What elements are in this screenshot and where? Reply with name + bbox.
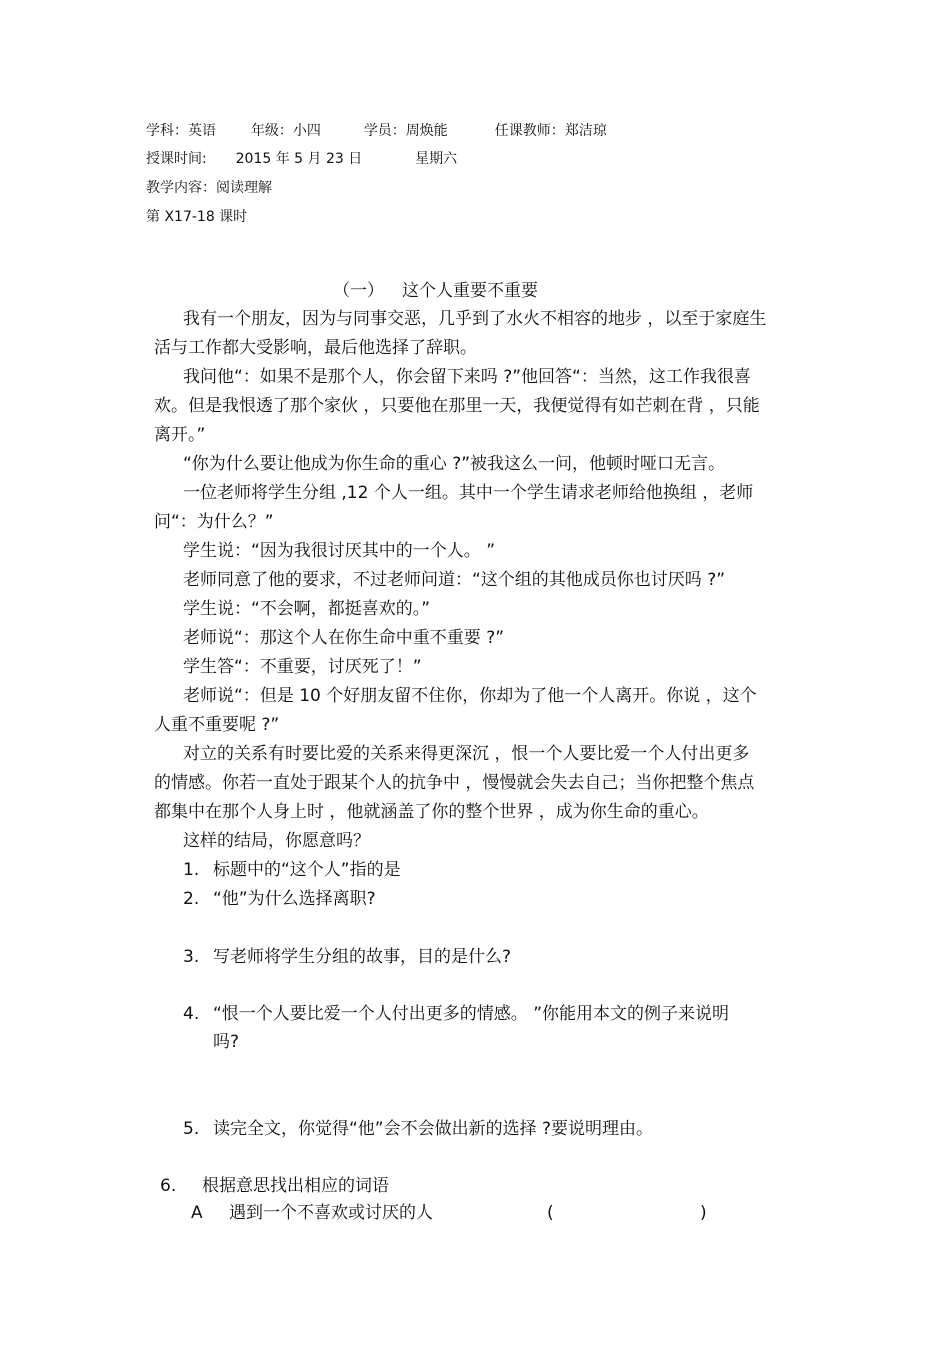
- passage-line: 问“：为什么？”: [154, 512, 274, 532]
- subject-label: 学科：英语: [146, 123, 216, 139]
- question-text: “他”为什么选择离职?: [213, 889, 376, 909]
- question-4: [183, 1003, 729, 1025]
- lesson-label: 第 X17-18 课时: [146, 209, 248, 225]
- content-label: 教学内容：阅读理解: [146, 180, 272, 196]
- question-text: 读完全文，你觉得“他”会不会做出新的选择 ?要说明理由。: [213, 1119, 654, 1139]
- header-line-3: [146, 179, 272, 197]
- passage-line: 我有一个朋友，因为与同事交恶，几乎到了水火不相容的地步 ，以至于家庭生: [183, 309, 767, 329]
- passage-line: 对立的关系有时要比爱的关系来得更深沉 ，恨一个人要比爱一个人付出更多: [183, 744, 750, 764]
- passage-line: 学生说：“因为我很讨厌其中的一个人。 ”: [183, 541, 496, 561]
- header-line-2: [146, 150, 457, 168]
- passage-line: 人重不重要呢 ?”: [154, 715, 280, 735]
- question-2: [183, 888, 376, 910]
- question-4-continued: [183, 1031, 239, 1053]
- question-number: 4.: [183, 1004, 200, 1024]
- passage-line: 学生说：“不会啊，都挺喜欢的。”: [183, 599, 431, 619]
- passage-line: 一位老师将学生分组 ,12 个人一组。其中一个学生请求老师给他换组 ，老师: [183, 483, 754, 503]
- question-3: [183, 946, 511, 968]
- question-number: 6.: [160, 1176, 177, 1196]
- passage-line: 欢。但是我恨透了那个家伙 ，只要他在那里一天，我便觉得有如芒刺在背 ，只能: [154, 396, 760, 416]
- question-number: 3.: [183, 947, 200, 967]
- question-6-item-a: [191, 1202, 433, 1224]
- question-text: “恨一个人要比爱一个人付出更多的情感。 ”你能用本文的例子来说明: [213, 1004, 730, 1024]
- time-label: 授课时间:: [146, 151, 207, 167]
- question-number: 5.: [183, 1119, 200, 1139]
- question-text: 遇到一个不喜欢或讨厌的人: [229, 1203, 433, 1223]
- question-number: 1.: [183, 860, 200, 880]
- question-text: 吗?: [213, 1032, 240, 1052]
- passage-line: “你为什么要让他成为你生命的重心 ?”被我这么一问，他顿时哑口无言。: [183, 454, 726, 474]
- question-5: [183, 1118, 653, 1140]
- passage-number: （一）: [333, 281, 384, 301]
- passage-line: 的情感。你若一直处于跟某个人的抗争中 ，慢慢就会失去自己；当你把整个焦点: [154, 773, 755, 793]
- answer-blank-open: (: [547, 1203, 554, 1223]
- passage-line: 老师说“：那这个人在你生命中重不重要 ?”: [183, 628, 505, 648]
- passage-line: 老师同意了他的要求，不过老师问道：“这个组的其他成员你也讨厌吗 ?”: [183, 570, 726, 590]
- question-number: A: [191, 1203, 203, 1223]
- question-text: 标题中的“这个人”指的是: [213, 860, 401, 880]
- passage-title-text: 这个人重要不重要: [402, 281, 538, 301]
- passage-line: 老师说“：但是 10 个好朋友留不住你，你却为了他一个人离开。你说 ，这个: [183, 686, 757, 706]
- answer-blank-close: ): [700, 1203, 707, 1223]
- question-text: 写老师将学生分组的故事，目的是什么?: [213, 947, 512, 967]
- passage-line: 这样的结局，你愿意吗？: [183, 831, 370, 851]
- passage-line: 离开。”: [154, 425, 206, 445]
- question-number: 2.: [183, 889, 200, 909]
- student-label: 学员：周焕能: [363, 123, 448, 139]
- question-1: [183, 859, 401, 881]
- time-date: 2015 年 5 月 23 日: [235, 151, 363, 167]
- time-weekday: 星期六: [415, 151, 458, 167]
- passage-line: 活与工作都大受影响，最后他选择了辞职。: [154, 338, 477, 358]
- teacher-label: 任课教师：郑洁琼: [494, 123, 607, 139]
- passage-line: 学生答“：不重要，讨厌死了！”: [183, 657, 422, 677]
- passage-line: 我问他“：如果不是那个人，你会留下来吗 ?”他回答“：当然，这工作我很喜: [183, 367, 751, 387]
- question-text: 根据意思找出相应的词语: [202, 1176, 389, 1196]
- question-6: [160, 1175, 389, 1197]
- header-line-1: [146, 122, 607, 140]
- grade-label: 年级：小四: [250, 123, 321, 139]
- header-line-4: [146, 208, 247, 226]
- passage-line: 都集中在那个人身上时 ，他就涵盖了你的整个世界 ，成为你生命的重心。: [154, 802, 709, 822]
